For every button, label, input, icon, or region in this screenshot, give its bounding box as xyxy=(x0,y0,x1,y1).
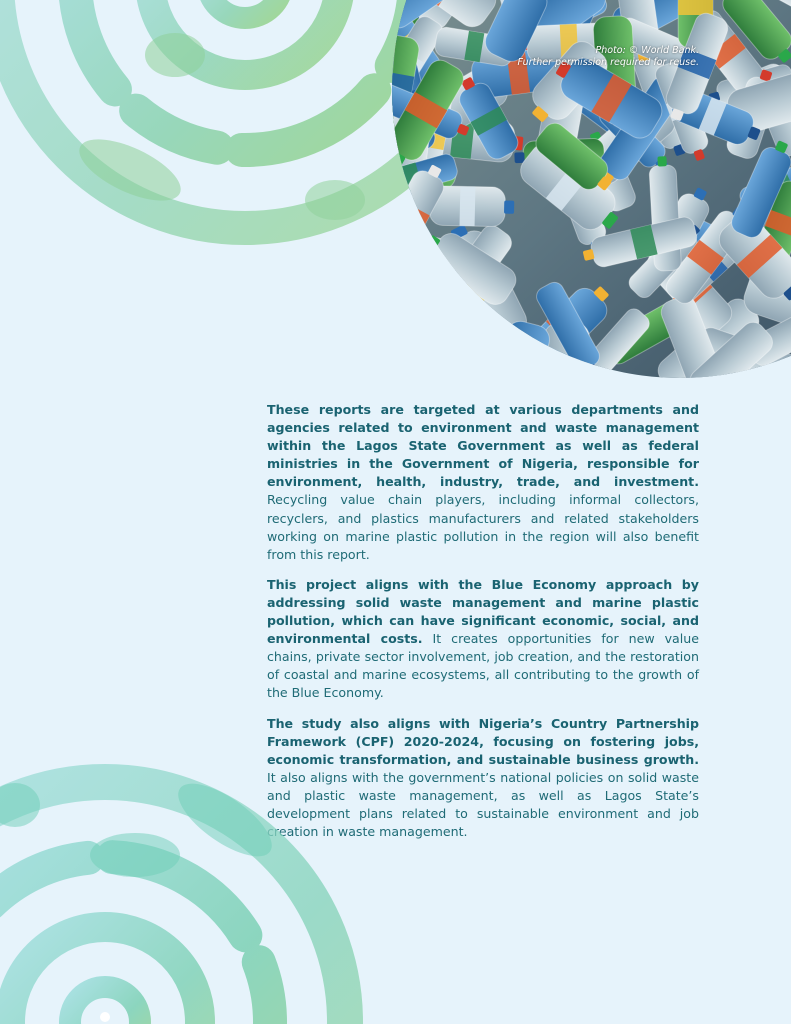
plastic-bottles-photo xyxy=(380,0,791,384)
paragraph-2-regular: It creates opportunities for new value chains, private sector involvement, job creation, and the restoration of coastal and marine ecosystems, all contributing to the growth of the Blue Economy. xyxy=(267,631,699,701)
paragraph-1 xyxy=(267,401,699,564)
bottle-shape xyxy=(380,282,464,380)
paragraph-2 xyxy=(267,576,699,703)
photo-credit-line1: Photo: © World Bank. xyxy=(595,45,699,56)
bottle-shape xyxy=(380,271,429,317)
paragraph-2-bold: This project aligns with the Blue Economy approach by addressing solid waste management and marine plastic pollution, which can have significant economic, social, and environmental costs. xyxy=(267,576,699,647)
bottle-shape xyxy=(380,303,460,362)
photo-credit-line2: Further permission required for reuse. xyxy=(517,57,699,68)
paragraph-1-regular: Recycling value chain players, including informal collectors, recyclers, and plastics manufacturers and related stakeholders working on marine plastic pollution in the region will also benefit from this report. xyxy=(267,492,699,562)
decorative-rings-bottom xyxy=(0,760,380,1024)
bottle-shape xyxy=(380,240,435,329)
bottle-shape xyxy=(380,349,422,380)
bottle-shape xyxy=(483,318,552,380)
paragraph-3-bold: The study also aligns with Nigeria’s Country Partnership Framework (CPF) 2020-2024, focusing on fostering jobs, economic transformation, and sustainable business growth. xyxy=(267,715,699,767)
paragraph-3-regular: It also aligns with the government’s national policies on solid waste and plastic waste management, as well as Lagos State’s development plans related to sustainable environment and job creation in waste management. xyxy=(267,769,699,840)
bottle-shape xyxy=(380,294,431,380)
ring-center-dot xyxy=(100,1012,110,1022)
paragraph-1-bold: These reports are targeted at various departments and agencies related to environment and waste management within the Lagos State Government as well as federal ministries in the Government of Nigeria, responsible for environment, health, industry, trade, and investment. xyxy=(267,402,699,490)
